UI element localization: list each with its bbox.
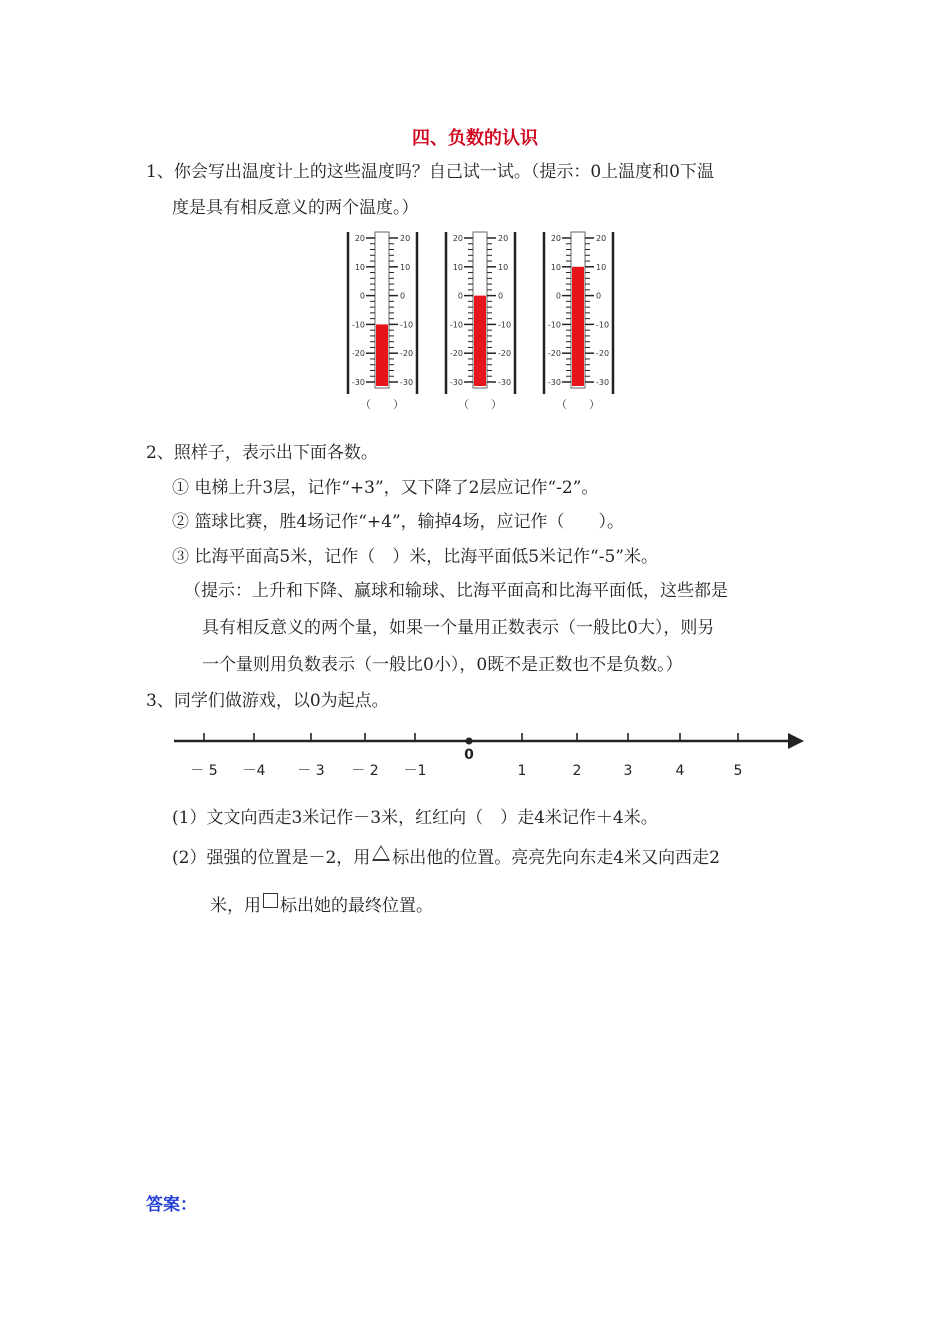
origin-point bbox=[466, 738, 473, 745]
page-title: 四、负数的认识 bbox=[412, 128, 538, 149]
number-line bbox=[160, 728, 820, 784]
q3-item-2-line2 bbox=[210, 893, 433, 917]
q1-text-line2: 度是具有相反意义的两个温度。） bbox=[172, 198, 419, 218]
scale-label-right: -20 bbox=[596, 349, 610, 359]
scale-label-left: 10 bbox=[550, 262, 561, 272]
q3-item-2-text-b: 标出他的位置。亮亮先向东走4米又向西走2 bbox=[392, 848, 720, 868]
tick-label: 3 bbox=[623, 763, 633, 779]
thermometer-group bbox=[330, 228, 630, 413]
answer-blank: （ ） bbox=[458, 398, 502, 411]
answer-blank: （ ） bbox=[360, 398, 404, 411]
triangle-icon bbox=[372, 845, 390, 861]
scale-label-right: 10 bbox=[498, 262, 509, 272]
scale-label-left: 0 bbox=[359, 291, 365, 301]
thermometer-3 bbox=[542, 232, 617, 411]
tick-label: － 2 bbox=[351, 763, 379, 779]
scale-label-right: -10 bbox=[400, 320, 414, 330]
answer-blank: （ ） bbox=[556, 398, 600, 411]
tick-label: 2 bbox=[572, 763, 582, 779]
scale-label-left: 20 bbox=[550, 234, 561, 243]
scale-label-left: 0 bbox=[457, 291, 463, 301]
scale-label-right: -20 bbox=[400, 349, 414, 359]
q3-item-1: (1）文文向西走3米记作－3米，红红向（ ）走4米记作＋4米。 bbox=[172, 808, 658, 828]
q2-item-3: ③ 比海平面高5米，记作（ ）米，比海平面低5米记作“-5”米。 bbox=[172, 547, 658, 567]
scale-label-left: -30 bbox=[351, 378, 365, 387]
q3-item-2-text-d: 标出她的最终位置。 bbox=[280, 896, 433, 916]
q3-item-2-text-c: 米，用 bbox=[210, 896, 261, 916]
square-icon bbox=[263, 893, 278, 908]
tick-label: 5 bbox=[733, 763, 743, 779]
q3-intro: 3、同学们做游戏，以0为起点。 bbox=[146, 691, 389, 711]
q2-hint-line1: （提示：上升和下降、赢球和输球、比海平面高和比海平面低，这些都是 bbox=[184, 581, 728, 601]
scale-label-right: -10 bbox=[596, 320, 610, 330]
scale-label-right: 0 bbox=[498, 291, 504, 301]
q3-item-2-text-a: (2）强强的位置是－2，用 bbox=[172, 848, 371, 868]
scale-label-right: 10 bbox=[400, 262, 411, 272]
scale-label-right: 20 bbox=[400, 234, 411, 243]
q2-item-2: ② 篮球比赛，胜4场记作“+4”，输掉4场，应记作（ ）。 bbox=[172, 512, 624, 532]
mercury-column bbox=[376, 324, 388, 386]
scale-label-left: -20 bbox=[449, 349, 463, 359]
scale-label-right: -30 bbox=[400, 378, 414, 387]
scale-label-left: -30 bbox=[449, 378, 463, 387]
thermometer-1 bbox=[346, 232, 421, 411]
scale-label-left: 20 bbox=[354, 234, 365, 243]
scale-label-left: -10 bbox=[449, 320, 463, 330]
scale-label-left: 10 bbox=[354, 262, 365, 272]
tick-label: －4 bbox=[242, 763, 266, 779]
thermometer-2 bbox=[444, 232, 519, 411]
scale-label-left: -30 bbox=[547, 378, 561, 387]
tick-label: 1 bbox=[517, 763, 527, 779]
tick-label: 0 bbox=[464, 747, 474, 763]
q2-item-1: ① 电梯上升3层，记作“+3”，又下降了2层应记作“-2”。 bbox=[172, 478, 599, 498]
scale-label-right: 10 bbox=[596, 262, 607, 272]
scale-label-right: 0 bbox=[596, 291, 602, 301]
number-line-arrow-icon bbox=[788, 733, 804, 749]
scale-label-left: -10 bbox=[351, 320, 365, 330]
scale-label-left: -10 bbox=[547, 320, 561, 330]
tick-label: － 5 bbox=[190, 763, 218, 779]
scale-label-left: 10 bbox=[452, 262, 463, 272]
tick-label: 4 bbox=[675, 763, 685, 779]
scale-label-left: 20 bbox=[452, 234, 463, 243]
q2-intro: 2、照样子，表示出下面各数。 bbox=[146, 443, 378, 463]
scale-label-right: -30 bbox=[498, 378, 512, 387]
q1-text-line1: 1、你会写出温度计上的这些温度吗？自己试一试。（提示：0上温度和0下温 bbox=[146, 162, 714, 182]
scale-label-left: -20 bbox=[547, 349, 561, 359]
answer-heading: 答案： bbox=[146, 1195, 197, 1215]
tick-label: －1 bbox=[403, 763, 427, 779]
scale-label-right: -30 bbox=[596, 378, 610, 387]
q2-hint-line3: 一个量则用负数表示（一般比0小），0既不是正数也不是负数。） bbox=[202, 655, 683, 675]
scale-label-right: -20 bbox=[498, 349, 512, 359]
mercury-column bbox=[572, 267, 584, 386]
scale-label-right: 20 bbox=[596, 234, 607, 243]
mercury-column bbox=[474, 296, 486, 386]
scale-label-right: 20 bbox=[498, 234, 509, 243]
tick-label: － 3 bbox=[297, 763, 325, 779]
scale-label-left: 0 bbox=[555, 291, 561, 301]
q3-item-2-line1 bbox=[172, 845, 720, 869]
scale-label-right: -10 bbox=[498, 320, 512, 330]
q2-hint-line2: 具有相反意义的两个量，如果一个量用正数表示（一般比0大），则另 bbox=[202, 618, 715, 638]
scale-label-right: 0 bbox=[400, 291, 406, 301]
scale-label-left: -20 bbox=[351, 349, 365, 359]
